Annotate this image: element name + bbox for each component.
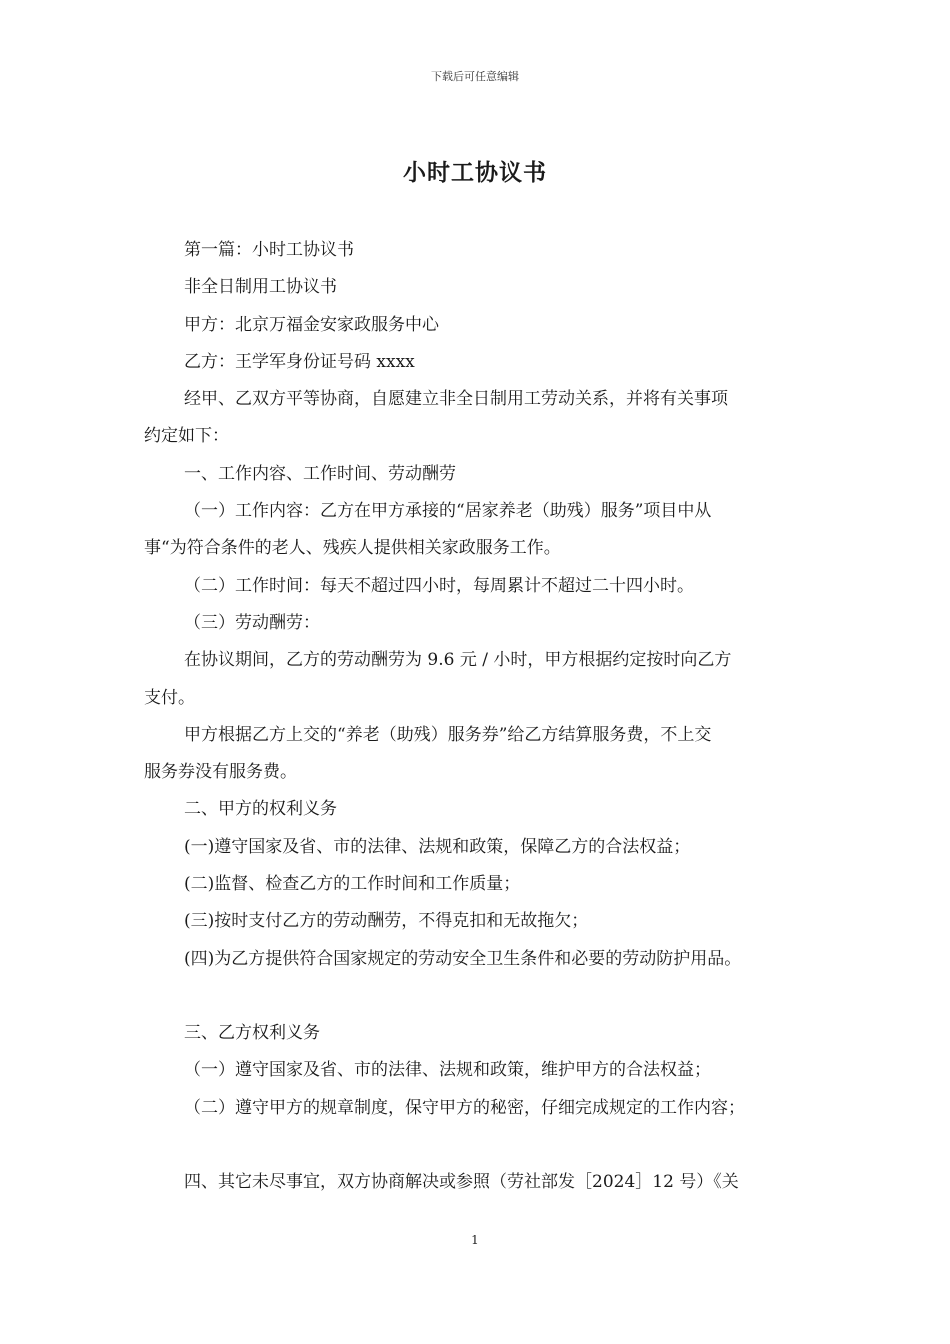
paragraph-voucher: 甲方根据乙方上交的“养老（助残）服务券”给乙方结算服务费，不上交 — [184, 724, 712, 745]
header-note: 下载后可任意编辑 — [431, 70, 519, 83]
document-title: 小时工协议书 — [403, 159, 547, 186]
paragraph-work-content: （一）工作内容：乙方在甲方承接的“居家养老（助残）服务”项目中从 — [184, 501, 712, 522]
list-item-a2: (二)监督、检查乙方的工作时间和工作质量； — [184, 874, 521, 895]
paragraph-work-time: （二）工作时间：每天不超过四小时，每周累计不超过二十四小时。 — [184, 575, 694, 596]
list-item-a1: (一)遵守国家及省、市的法律、法规和政策，保障乙方的合法权益； — [184, 836, 691, 857]
list-item-b1: （一）遵守国家及省、市的法律、法规和政策，维护甲方的合法权益； — [184, 1060, 711, 1081]
paragraph-remuneration: （三）劳动酬劳： — [184, 612, 320, 633]
paragraph-intro-cont: 约定如下： — [144, 426, 229, 447]
paragraph-pay-rate-cont: 支付。 — [144, 687, 195, 708]
paragraph-party-a: 甲方：北京万福金安家政服务中心 — [184, 314, 439, 335]
paragraph-pay-rate: 在协议期间，乙方的劳动酬劳为 9.6 元 / 小时，甲方根据约定按时向乙方 — [184, 650, 732, 671]
paragraph-gap — [144, 1127, 816, 1164]
paragraph-voucher-cont: 服务券没有服务费。 — [144, 762, 297, 783]
paragraph-gap — [144, 978, 816, 1015]
list-item-b2: （二）遵守甲方的规章制度，保守甲方的秘密，仔细完成规定的工作内容； — [184, 1097, 745, 1118]
heading-section-4: 四、其它未尽事宜，双方协商解决或参照（劳社部发［2024］12 号）《关 — [184, 1171, 739, 1192]
list-item-a4: (四)为乙方提供符合国家规定的劳动安全卫生条件和必要的劳动防护用品。 — [184, 948, 742, 969]
page-number: 1 — [471, 1233, 479, 1247]
heading-section-2: 二、甲方的权利义务 — [184, 799, 337, 820]
heading-section-1: 一、工作内容、工作时间、劳动酬劳 — [184, 463, 456, 484]
document-body — [144, 232, 816, 1201]
paragraph-work-content-cont: 事“为符合条件的老人、残疾人提供相关家政服务工作。 — [144, 538, 561, 559]
paragraph-section-heading: 第一篇：小时工协议书 — [184, 240, 354, 260]
paragraph-subtitle: 非全日制用工协议书 — [184, 277, 337, 298]
list-item-a3: (三)按时支付乙方的劳动酬劳，不得克扣和无故拖欠； — [184, 911, 589, 932]
paragraph-intro: 经甲、乙双方平等协商，自愿建立非全日制用工劳动关系，并将有关事项 — [184, 389, 728, 410]
paragraph-party-b: 乙方：王学军身份证号码 xxxx — [184, 351, 415, 372]
heading-section-3: 三、乙方权利义务 — [184, 1022, 320, 1043]
